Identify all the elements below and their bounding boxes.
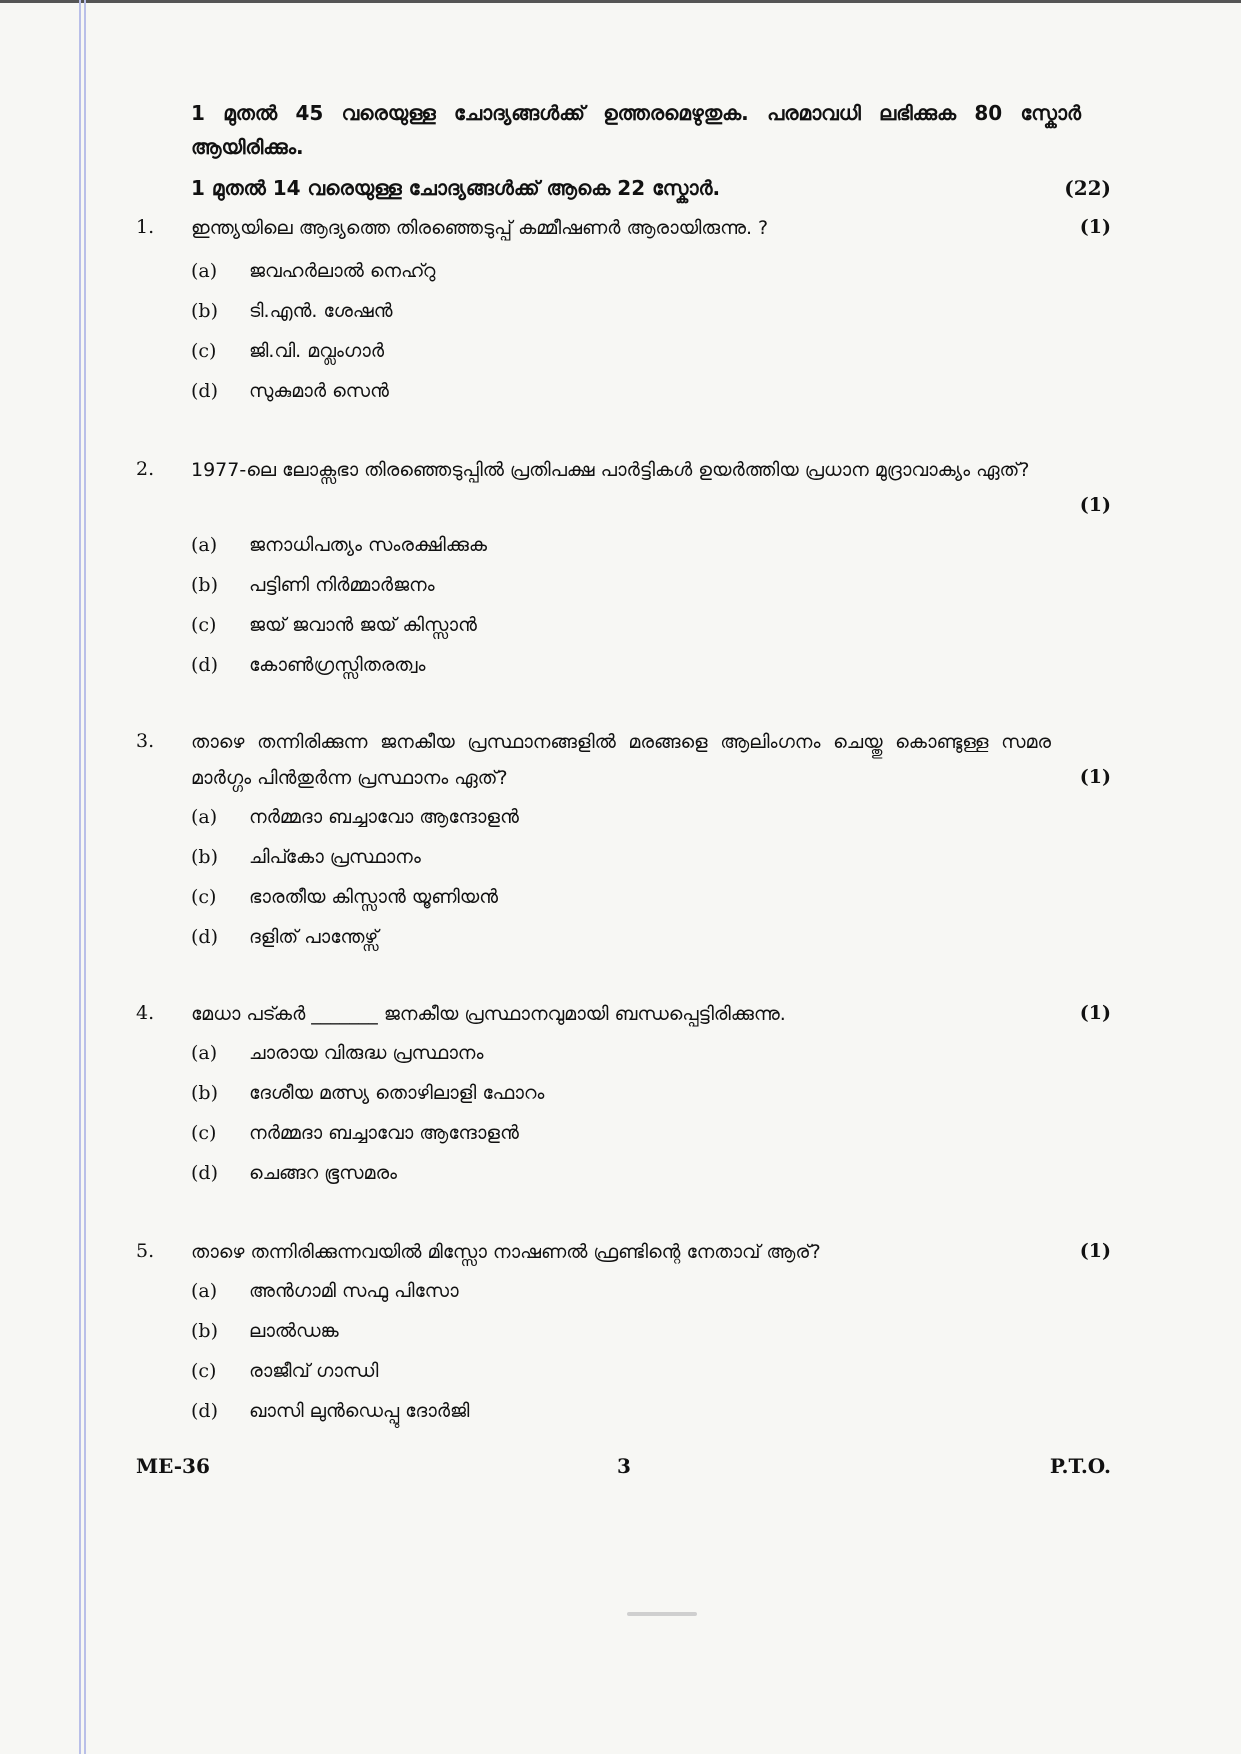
option-text: ജയ് ജവാൻ ജയ് കിസ്സാൻ [249,614,477,636]
question-text: 1977-ലെ ലോക്സഭാ തിരഞ്ഞെടുപ്പിൽ പ്രതിപക്ഷ പാർട്ടികൾ ഉയർത്തിയ പ്രധാന മുദ്രാവാക്യം ഏത്? [191,459,1030,481]
option-d [191,1162,397,1184]
option-text: ജവഹർലാൽ നെഹ്റു [249,260,436,282]
option-text: നർമ്മദാ ബച്ചാവോ ആന്ദോളൻ [249,806,519,828]
question-text: ഇന്ത്യയിലെ ആദ്യത്തെ തിരഞ്ഞെടുപ്പ് കമ്മീഷണർ ആരായിരുന്നു. ? [191,217,769,239]
option-label: (d) [191,654,218,676]
section-score: (22) [1064,176,1111,200]
option-text: ജനാധിപത്യം സംരക്ഷിക്കുക [249,534,488,556]
paper-code: ME-36 [136,1454,210,1478]
option-a [191,806,519,828]
option-label: (b) [191,574,218,596]
option-label: (a) [191,1280,218,1302]
question-text: താഴെ തന്നിരിക്കുന്നവയിൽ മിസ്സോ നാഷണൽ ഫ്രണ്ടിന്റെ നേതാവ് ആര്? [191,1241,821,1263]
option-text: ദളിത് പാന്തേഴ്സ് [249,926,379,948]
option-text: ചെങ്ങറ ഭൂസമരം [249,1162,398,1184]
option-c [191,340,384,362]
option-a [191,260,435,282]
option-text: ടി.എൻ. ശേഷൻ [249,300,393,322]
option-text: ഖാസി ലുൻഡെപ്പു ദോർജി [249,1400,470,1422]
option-a [191,1280,459,1302]
option-label: (a) [191,534,218,556]
option-label: (b) [191,846,218,868]
option-c [191,1122,519,1144]
option-label: (b) [191,300,218,322]
option-text: ദേശീയ മത്സ്യ തൊഴിലാളി ഫോറം [249,1082,545,1104]
option-label: (c) [191,886,217,908]
option-label: (c) [191,1122,217,1144]
option-label: (c) [191,614,217,636]
option-d [191,1400,469,1422]
question-marks: (1) [1079,1240,1111,1262]
option-a [191,534,487,556]
scan-smudge [627,1612,697,1616]
option-label: (a) [191,806,218,828]
option-b [191,574,435,596]
option-c [191,886,498,908]
option-text: ഭാരതീയ കിസ്സാൻ യൂണിയൻ [249,886,499,908]
general-instruction: 1 മുതൽ 45 വരെയുള്ള ചോദ്യങ്ങൾക്ക് ഉത്തരമെഴുതുക. പരമാവധി ലഭിക്കുക 80 സ്കോർ ആയിരിക്കും. [191,101,1081,159]
option-label: (a) [191,1042,218,1064]
question-marks: (1) [1079,1002,1111,1024]
option-a [191,1042,483,1064]
option-b [191,300,393,322]
option-text: നർമ്മദാ ബച്ചാവോ ആന്ദോളൻ [249,1122,519,1144]
question-number: 3. [136,730,155,752]
option-d [191,654,425,676]
option-text: രാജീവ് ഗാന്ധി [249,1360,379,1382]
option-label: (b) [191,1320,218,1342]
option-d [191,926,378,948]
option-label: (d) [191,380,218,402]
question-number: 2. [136,458,155,480]
option-text: ജി.വി. മവ്ലംഗാർ [249,340,385,362]
option-text: ലാൽഡങ്ക [249,1320,339,1342]
question-marks: (1) [1079,494,1111,516]
option-label: (a) [191,260,218,282]
question-text: മേധാ പട്കർ _______ ജനകീയ പ്രസ്ഥാനവുമായി ബന്ധപ്പെട്ടിരിക്കുന്നു. [191,1003,786,1025]
option-b [191,1082,544,1104]
option-text: പട്ടിണി നിർമ്മാർജനം [249,574,435,596]
option-label: (b) [191,1082,218,1104]
option-text: സുകുമാർ സെൻ [249,380,389,402]
section-instruction: 1 മുതൽ 14 വരെയുള്ള ചോദ്യങ്ങൾക്ക് ആകെ 22 സ്കോർ. [191,176,721,200]
question-number: 5. [136,1240,155,1262]
option-label: (c) [191,1360,217,1382]
option-text: കോൺഗ്രസ്സിതരത്വം [249,654,426,676]
option-label: (c) [191,340,217,362]
option-c [191,1360,378,1382]
option-c [191,614,477,636]
question-number: 1. [136,216,155,238]
option-text: ചാരായ വിരുദ്ധ പ്രസ്ഥാനം [249,1042,484,1064]
option-b [191,846,421,868]
question-number: 4. [136,1002,155,1024]
option-label: (d) [191,1162,218,1184]
option-label: (d) [191,926,218,948]
option-text: ചിപ്കോ പ്രസ്ഥാനം [249,846,421,868]
question-marks: (1) [1079,766,1111,788]
question-text: താഴെ തന്നിരിക്കുന്ന ജനകീയ പ്രസ്ഥാനങ്ങളിൽ മരങ്ങളെ ആലിംഗനം ചെയ്തു കൊണ്ടുള്ള സമര മാർഗ്ഗം പിൻതുർന്ന പ്രസ്ഥാനം ഏത്? [191,731,1051,789]
page-number: 3 [617,1454,631,1478]
question-marks: (1) [1079,216,1111,238]
option-d [191,380,389,402]
option-text: അൻഗാമി സഫു പിസോ [249,1280,459,1302]
option-b [191,1320,339,1342]
option-label: (d) [191,1400,218,1422]
please-turn-over: P.T.O. [1049,1454,1111,1478]
